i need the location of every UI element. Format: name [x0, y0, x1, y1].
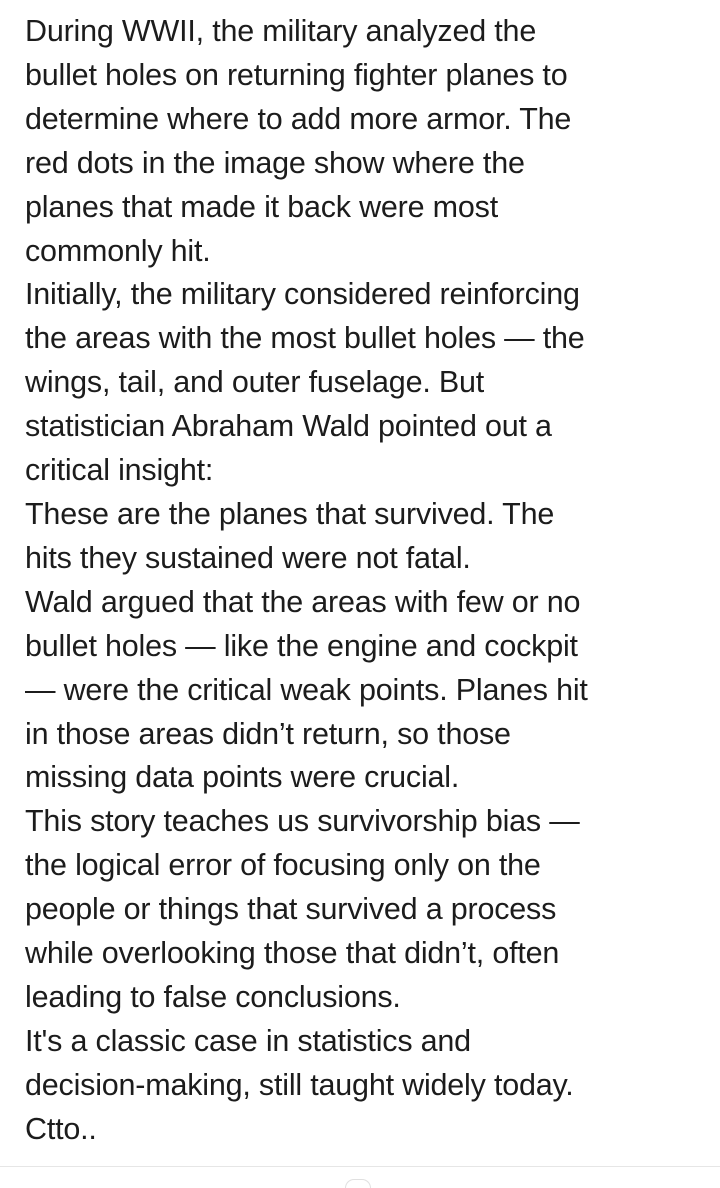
text-line: statistician Abraham Wald pointed out a: [25, 409, 552, 444]
text-line: bullet holes on returning fighter planes to: [25, 57, 568, 92]
text-line: commonly hit.: [25, 233, 211, 268]
text-line: the areas with the most bullet holes — the: [25, 321, 585, 356]
text-line: These are the planes that survived. The: [25, 496, 555, 531]
text-line: while overlooking those that didn’t, often: [25, 936, 560, 971]
paragraph-wald-argument: [25, 581, 705, 801]
text-line: — were the critical weak points. Planes hit: [25, 672, 588, 707]
text-line: decision-making, still taught widely today.: [25, 1067, 574, 1102]
text-line: planes that made it back were most: [25, 189, 498, 224]
paragraph-credit: [25, 1108, 705, 1152]
text-line: bullet holes — like the engine and cockpit: [25, 628, 578, 663]
text-line: critical insight:: [25, 453, 214, 488]
paragraph-classic-case: [25, 1020, 705, 1108]
paragraph-intro: [25, 10, 705, 273]
paragraph-insight: [25, 493, 705, 581]
paragraph-survivorship-bias: [25, 800, 705, 1020]
text-line: people or things that survived a process: [25, 892, 557, 927]
text-line: During WWII, the military analyzed the: [25, 14, 537, 48]
text-line: This story teaches us survivorship bias —: [25, 804, 580, 839]
text-line: missing data points were crucial.: [25, 760, 460, 795]
text-line: It's a classic case in statistics and: [25, 1023, 471, 1058]
text-line: determine where to add more armor. The: [25, 101, 572, 136]
text-line: Wald argued that the areas with few or no: [25, 584, 581, 619]
text-line: wings, tail, and outer fuselage. But: [25, 365, 485, 400]
text-line: hits they sustained were not fatal.: [25, 540, 471, 575]
text-line: in those areas didn’t return, so those: [25, 716, 511, 751]
paragraph-initial-plan: [25, 273, 705, 493]
bottom-edge-bar: [0, 1166, 720, 1187]
text-line: the logical error of focusing only on the: [25, 848, 541, 883]
text-line: leading to false conclusions.: [25, 979, 401, 1014]
text-line: Initially, the military considered reinforcing: [25, 277, 580, 312]
post-text: [25, 10, 705, 1152]
text-line: red dots in the image show where the: [25, 145, 525, 180]
credit-text: Ctto..: [25, 1111, 97, 1146]
